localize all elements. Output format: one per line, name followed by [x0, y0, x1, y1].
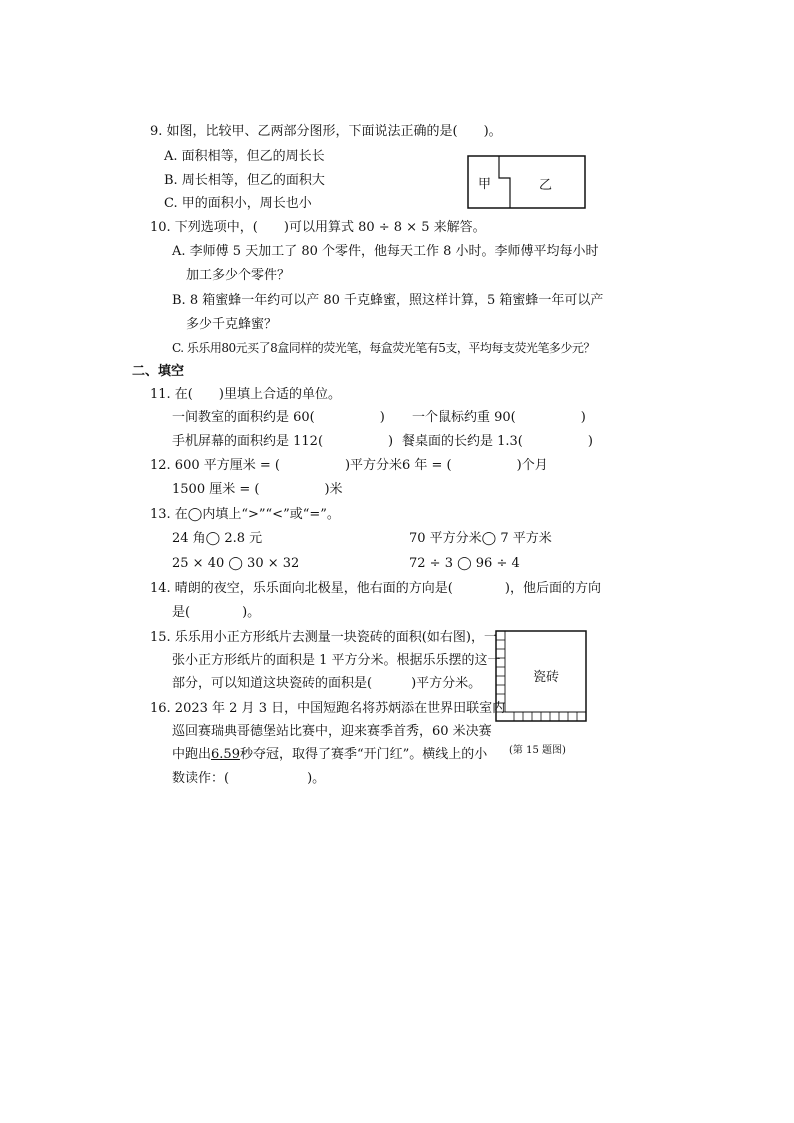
q16-underlined-number: 6.59 [211, 747, 240, 762]
q15-figure-caption: (第 15 题图) [509, 745, 566, 756]
q14-line2: 是( )。 [172, 605, 261, 620]
q10-option-b-line1: B. 8 箱蜜蜂一年约可以产 80 千克蜂蜜，照这样计算，5 箱蜜蜂一年可以产 [172, 293, 604, 308]
q10-stem: 10. 下列选项中，( )可以用算式 80 ÷ 8 × 5 来解答。 [150, 220, 486, 235]
q9-option-b: B. 周长相等，但乙的面积大 [164, 173, 325, 188]
q14-line1: 14. 晴朗的夜空，乐乐面向北极星，他右面的方向是( )，他后面的方向 [150, 581, 601, 596]
q13-item-2: 70 平方分米◯ 7 平方米 [409, 531, 552, 546]
q13-item-1: 24 角◯ 2.8 元 [172, 531, 263, 546]
q16-line1: 16. 2023 年 2 月 3 日，中国短跑名将苏炳添在世界田联室内 [150, 701, 506, 716]
q16-line3 [172, 746, 487, 764]
q11-stem: 11. 在( )里填上合适的单位。 [150, 387, 341, 402]
q9-option-a: A. 面积相等，但乙的周长长 [164, 149, 325, 164]
q10-option-a-line2: 加工多少个零件？ [186, 268, 291, 283]
q10-option-c: C. 乐乐用80元买了8盒同样的荧光笔，每盒荧光笔有5支，平均每支荧光笔多少元？ [172, 341, 595, 355]
section-heading-fill-in: 二、填空 [132, 364, 185, 379]
q13-item-4: 72 ÷ 3 ◯ 96 ÷ 4 [409, 556, 520, 571]
q10-option-b-line2: 多少千克蜂蜜？ [186, 317, 278, 332]
q15-line1: 15. 乐乐用小正方形纸片去测量一块瓷砖的面积(如右图)，一 [150, 630, 497, 645]
q15-tile-label: 瓷砖 [533, 670, 560, 685]
q9-label-yi: 乙 [539, 178, 553, 193]
q16-line2: 巡回赛瑞典哥德堡站比赛中，迎来赛季首秀，60 米决赛 [172, 724, 492, 739]
q13-item-3: 25 × 40 ◯ 30 × 32 [172, 556, 300, 571]
q9-label-jia: 甲 [478, 177, 492, 192]
q11-item-phone-screen: 手机屏幕的面积约是 112( ) [172, 434, 394, 449]
q11-item-table: 餐桌面的长约是 1.3( ) [402, 434, 593, 449]
q16-line3-start: 中跑出 [172, 747, 212, 762]
q15-line2: 张小正方形纸片的面积是 1 平方分米。根据乐乐摆的这一 [172, 653, 501, 668]
q10-option-a-line1: A. 李师傅 5 天加工了 80 个零件，他每天工作 8 小时。李师傅平均每小时 [172, 244, 599, 259]
q12-line1-a: 12. 600 平方厘米 = ( )平方分米 [150, 458, 403, 473]
q11-item-classroom: 一间教室的面积约是 60( ) [172, 410, 385, 425]
q15-figure [495, 630, 587, 722]
q9-figure [467, 155, 586, 209]
q11-item-mouse: 一个鼠标约重 90( ) [412, 410, 586, 425]
q12-line1-b: 6 年 = ( )个月 [402, 458, 548, 473]
q15-line3: 部分，可以知道这块瓷砖的面积是( )平方分米。 [172, 676, 482, 691]
q13-stem: 13. 在◯内填上“>”“<”或“=”。 [150, 507, 340, 522]
q9-option-c: C. 甲的面积小，周长也小 [164, 196, 312, 211]
q16-line4: 数读作：( )。 [172, 771, 326, 786]
q9-stem: 9. 如图，比较甲、乙两部分图形，下面说法正确的是( )。 [150, 124, 502, 139]
q12-line2: 1500 厘米 = ( )米 [172, 482, 343, 497]
q16-line3-end: 秒夺冠，取得了赛季“开门红”。横线上的小 [239, 747, 488, 762]
